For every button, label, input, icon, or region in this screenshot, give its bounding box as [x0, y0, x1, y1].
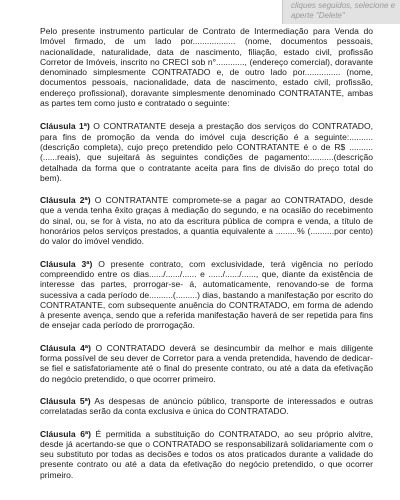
instruction-hint-box	[282, 0, 400, 24]
clause-3-title: Cláusula 3ª)	[40, 258, 93, 269]
clause-2-text: O CONTRATANTE compromete-se a pagar ao CONTRATADO, desde que a venda tenha êxito graças à mediação do segundo, e na ocasião do recebimento do sinal, ou, se for à vista, no ato da escritura pública de compra e venda, a título de honorários pelos serviços prestados, a quantia equivalente a .........% (..........por cento) do valor do imóvel vendido.	[40, 195, 373, 247]
clause-2	[40, 195, 373, 246]
clause-6	[40, 429, 373, 480]
hint-line-2: aperte "Delete"	[291, 11, 345, 20]
clause-1	[40, 121, 373, 183]
clause-4	[40, 343, 373, 384]
clause-4-title: Cláusula 4ª)	[40, 342, 91, 353]
clause-6-text: É permitida a substituição do CONTRATADO, ao seu próprio alvitre, desde já acertando-se que o CONTRATADO se responsabilizará solidariamente com o seu substituto por todas as decisões e todos os atos praticados durante a validade do presente contrato ou até a data da efetivação do negócio pretendido, o que ocorrer primeiro.	[40, 428, 373, 480]
clause-5-title: Cláusula 5ª)	[40, 395, 91, 406]
clause-6-title: Cláusula 6ª)	[40, 428, 91, 439]
clause-1-title: Cláusula 1ª)	[40, 121, 90, 132]
clause-4-text: O CONTRATADO deverá se desincumbir da melhor e mais diligente forma possível de seu dever de Corretor para a venda pretendida, havendo de dedicar-se fiel e satisfatoriamente até o final do presente contrato, ou até a data da efetivação do negócio pretendido, o que ocorrer primeiro.	[40, 342, 373, 384]
contract-body	[40, 26, 373, 492]
clause-5-text: As despesas de anúncio público, transporte de interessados e outras correlatadas serão da conta exclusiva e única do CONTRATADO.	[40, 395, 374, 417]
clause-2-title: Cláusula 2ª)	[40, 195, 91, 206]
clause-3-text: O presente contrato, com exclusividade, terá vigência no período compreendido entre os dias....../....../...... e ....../....../......, que, diante da existência de interesse das partes, prorrogar-se- á, automaticamente, renovando-se de forma sucessiva a cada período de..........(.........) dias, bastando a manifestação por escrito do CONTRATANTE, com subsequente anuência do CONTRATADO, em forma de adendo à presente avença, sendo que a referida manifestação haverá de ser repetida para fins de ensejar cada período de prorrogação.	[40, 258, 374, 331]
clause-5	[40, 396, 373, 417]
hint-line-1: cliques seguidos, selecione e	[291, 1, 396, 10]
clause-1-text: O CONTRATANTE deseja a prestação dos serviços do CONTRATADO, para fins de promoção da venda do imóvel cuja descrição é a seguinte:.......... (descrição completa), cujo preço pretendido pelo CONTRATANTE é o de R$ ..........(......reais), que sujeitará às seguintes condições de pagamento:..........(descrição detalhada da forma que o contratante aceita para fins de divisão do preço total do bem).	[40, 121, 373, 183]
clause-3	[40, 259, 373, 331]
intro-paragraph: Pelo presente instrumento particular de Contrato de Intermediação para Venda do Imóvel firmado, de um lado por.................. (nome, documentos pessoais, nacionalidade, naturalidade, data de nascimento, filiação, estado civil, profissão Corretor de Imóveis, inscrito no CRECI sob n°............, (endereço comercial), doravante denominado simplesmente CONTRATADO e, de outro lado por............... (nome, documentos pessoais, nacionalidade, data de nascimento, estado civil, profissão, endereço profissional), doravante simplesmente denominado CONTRATANTE, ambas as partes tem como justo e contratado o seguinte:	[40, 26, 373, 109]
